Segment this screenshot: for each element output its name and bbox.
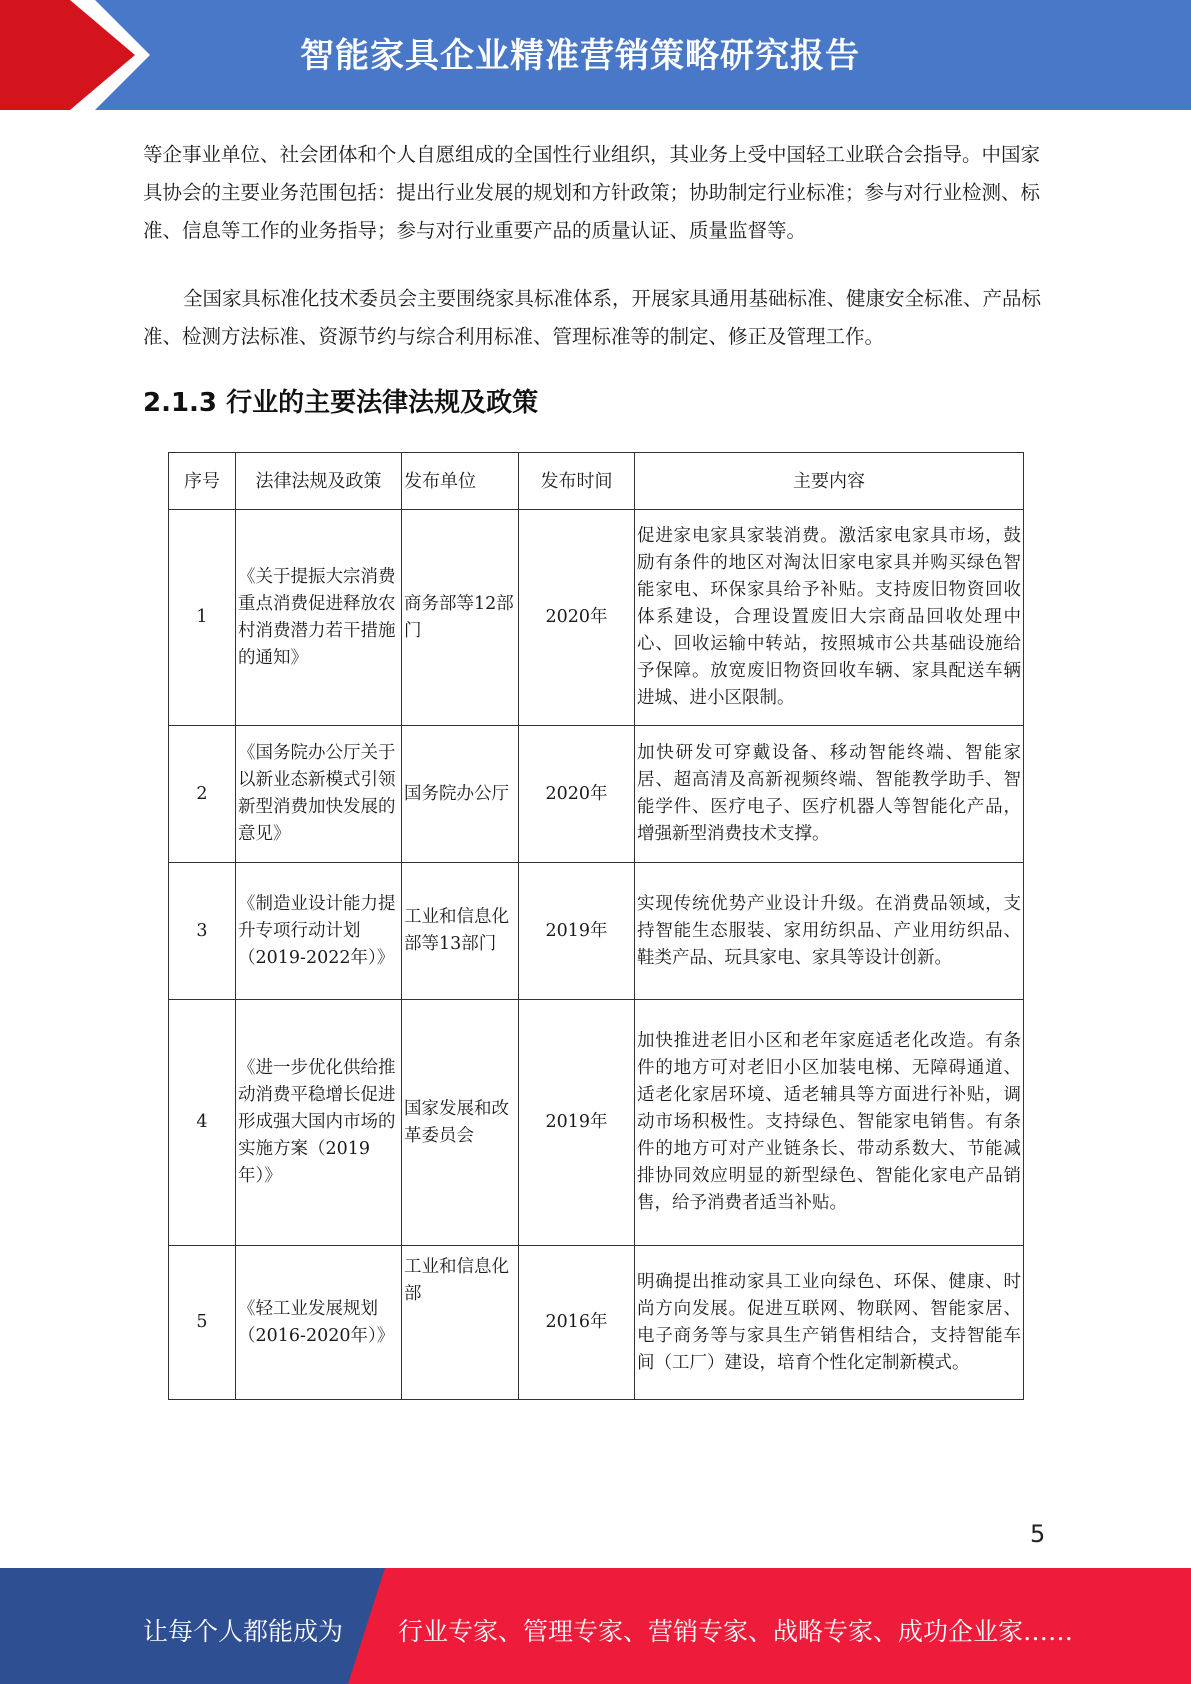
header-law: 法律法规及政策 [236,453,402,510]
header-banner [0,0,1191,110]
row-date: 2020年 [519,726,635,863]
row-content: 促进家电家具家装消费。激活家电家具市场，鼓励有条件的地区对淘汰旧家电家具并购买绿色智能家电、环保家具给予补贴。支持废旧物资回收体系建设，合理设置废旧大宗商品回收处理中心、回收运输中转站，按照城市公共基础设施给予保障。放宽废旧物资回收车辆、家具配送车辆进城、进小区限制。 [635,510,1024,726]
row-num: 2 [169,726,236,863]
row-content: 明确提出推动家具工业向绿色、环保、健康、时尚方向发展。促进互联网、物联网、智能家居、电子商务等与家具生产销售相结合，支持智能车间（工厂）建设，培育个性化定制新模式。 [635,1246,1024,1400]
row-unit: 国务院办公厅 [402,726,519,863]
row-law: 《进一步优化供给推动消费平稳增长促进形成强大国内市场的实施方案（2019年）》 [236,1000,402,1246]
footer-slogan-right: 行业专家、管理专家、营销专家、战略专家、成功企业家…… [398,1617,1074,1646]
row-law: 《国务院办公厅关于以新业态新模式引领新型消费加快发展的意见》 [236,726,402,863]
row-law: 《制造业设计能力提升专项行动计划（2019-2022年）》 [236,863,402,1000]
header-content: 主要内容 [635,453,1024,510]
table-row [169,726,1024,863]
paragraph-standards-committee: 全国家具标准化技术委员会主要围绕家具标准体系，开展家具通用基础标准、健康安全标准、产品标准、检测方法标准、资源节约与综合利用标准、管理标准等的制定、修正及管理工作。 [143,287,1042,348]
row-content: 实现传统优势产业设计升级。在消费品领域，支持智能生态服装、家用纺织品、产业用纺织品、鞋类产品、玩具家电、家具等设计创新。 [635,863,1024,1000]
row-num: 5 [169,1246,236,1400]
row-num: 3 [169,863,236,1000]
row-date: 2019年 [519,1000,635,1246]
row-content: 加快推进老旧小区和老年家庭适老化改造。有条件的地方可对老旧小区加装电梯、无障碍通道、适老化家居环境、适老辅具等方面进行补贴，调动市场积极性。支持绿色、智能家电销售。有条件的地方可对产业链条长、带动系数大、节能减排协同效应明显的新型绿色、智能化家电产品销售，给予消费者适当补贴。 [635,1000,1024,1246]
header-num: 序号 [169,453,236,510]
table-row [169,1246,1024,1400]
header-date: 发布时间 [519,453,635,510]
table-row [169,510,1024,726]
header-arrow-decoration [0,0,300,110]
row-date: 2020年 [519,510,635,726]
table-header-row [169,453,1024,510]
table-row [169,863,1024,1000]
row-date: 2016年 [519,1246,635,1400]
paragraph-association: 等企事业单位、社会团体和个人自愿组成的全国性行业组织，其业务上受中国轻工业联合会指导。中国家具协会的主要业务范围包括：提出行业发展的规划和方针政策；协助制定行业标准；参与对行业检测、标准、信息等工作的业务指导；参与对行业重要产品的质量认证、质量监督等。 [143,143,1041,242]
section-heading: 2.1.3 行业的主要法律法规及政策 [143,388,539,418]
laws-policies-table [168,452,1024,1400]
row-unit: 国家发展和改革委员会 [402,1000,519,1246]
row-unit: 工业和信息化部 [402,1246,519,1400]
row-law: 《轻工业发展规划（2016-2020年）》 [236,1246,402,1400]
report-title: 智能家具企业精准营销策略研究报告 [300,36,860,76]
row-num: 4 [169,1000,236,1246]
table-row [169,1000,1024,1246]
page-number: 5 [1030,1520,1046,1548]
footer-slogan-left: 让每个人都能成为 [143,1617,344,1646]
row-unit: 工业和信息化部等13部门 [402,863,519,1000]
row-date: 2019年 [519,863,635,1000]
row-num: 1 [169,510,236,726]
row-law: 《关于提振大宗消费重点消费促进释放农村消费潜力若干措施的通知》 [236,510,402,726]
header-unit: 发布单位 [402,453,519,510]
row-unit: 商务部等12部门 [402,510,519,726]
row-content: 加快研发可穿戴设备、移动智能终端、智能家居、超高清及高新视频终端、智能教学助手、智能学件、医疗电子、医疗机器人等智能化产品，增强新型消费技术支撑。 [635,726,1024,863]
